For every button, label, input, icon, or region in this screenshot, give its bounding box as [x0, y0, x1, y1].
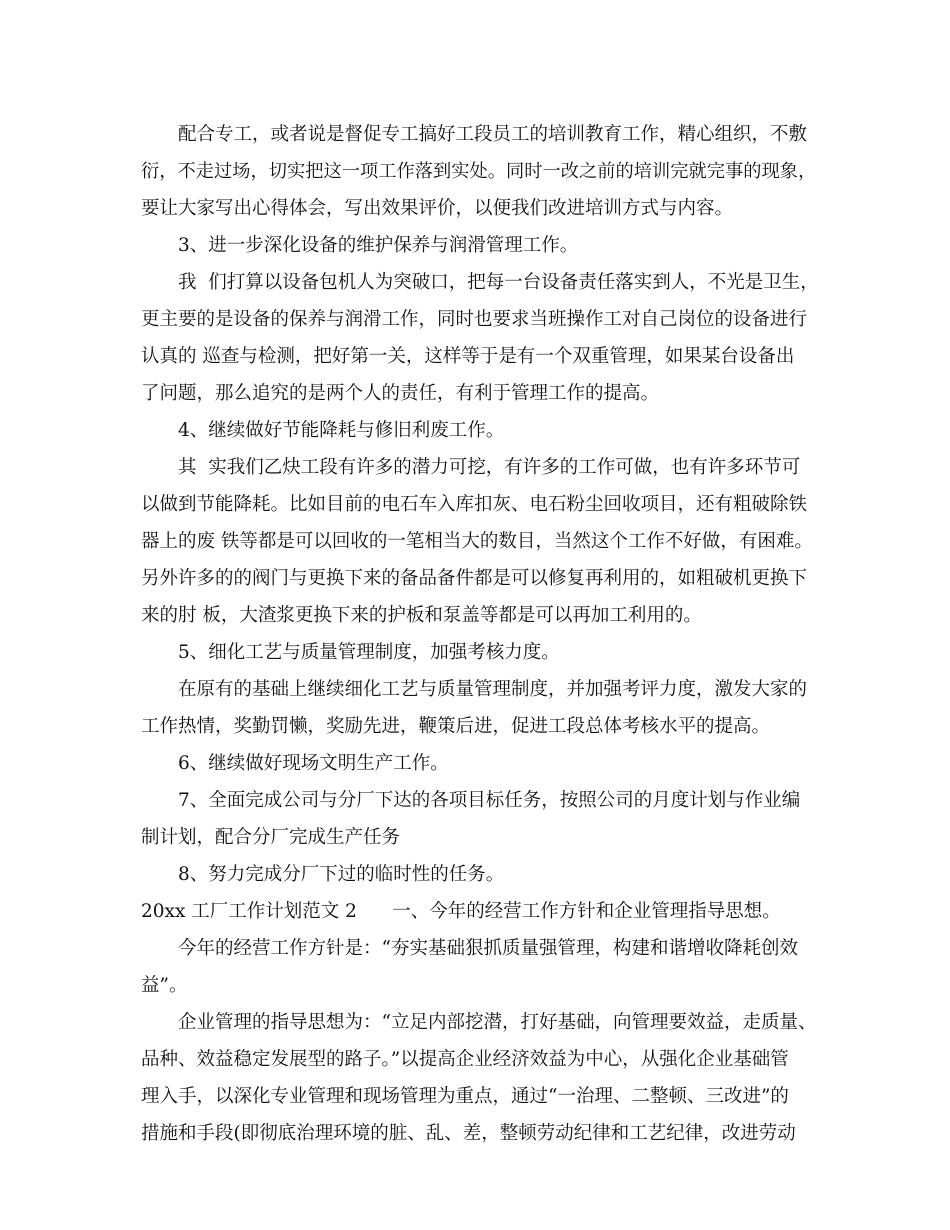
paragraph-line: 今年的经营工作方针是：“夯实基础狠抓质量强管理，构建和谐增收降耗创效 [178, 938, 798, 959]
paragraph-line: 要让大家写出心得体会，写出效果评价，以便我们改进培训方式与内容。 [141, 198, 734, 219]
paragraph-line: 更主要的是设备的保养与润滑工作，同时也要求当班操作工对自己岗位的设备进行 [141, 309, 808, 330]
paragraph-line: 我 们打算以设备包机人为突破口，把每一台设备责任落实到人，不光是卫生， [178, 272, 819, 293]
paragraph-line: 器上的废 铁等都是可以回收的一笔相当大的数目，当然这个工作不好做，有困难。 [141, 531, 813, 552]
paragraph-line: 理入手，以深化专业管理和现场管理为重点，通过“一治理、二整顿、三改进”的 [141, 1086, 789, 1107]
paragraph-line: 另外许多的的阀门与更换下来的备品备件都是可以修复再利用的，如粗破机更换下 [141, 568, 808, 589]
paragraph-line: 措施和手段(即彻底治理环境的脏、乱、差，整顿劳动纪律和工艺纪律，改进劳动 [141, 1123, 796, 1144]
paragraph-line: 工作热情，奖勤罚懒，奖励先进，鞭策后进，促进工段总体考核水平的提高。 [141, 716, 771, 737]
section-heading: 4、继续做好节能降耗与修旧利废工作。 [178, 420, 505, 441]
paragraph-line: 衍，不走过场，切实把这一项工作落到实处。同时一改之前的培训完就完事的现象， [141, 161, 817, 182]
paragraph-line: 其 实我们乙炔工段有许多的潜力可挖，有许多的工作可做，也有许多环节可 [178, 457, 801, 478]
paragraph-line: 品种、效益稳定发展型的路子。”以提高企业经济效益为中心，从强化企业基础管 [141, 1049, 789, 1070]
paragraph-line: 制计划，配合分厂完成生产任务 [141, 827, 401, 848]
document-subtitle: 20xx 工厂工作计划范文 2 一、今年的经营工作方针和企业管理指导思想。 [141, 901, 781, 922]
section-heading: 3、进一步深化设备的维护保养与润滑管理工作。 [178, 235, 579, 256]
paragraph-line: 企业管理的指导思想为：“立足内部挖潜，打好基础，向管理要效益，走质量、 [178, 1012, 817, 1033]
paragraph-line: 配合专工，或者说是督促专工搞好工段员工的培训教育工作，精心组织，不敷 [178, 124, 808, 145]
section-heading: 5、细化工艺与质量管理制度，加强考核力度。 [178, 642, 560, 663]
section-heading: 6、继续做好现场文明生产工作。 [178, 753, 449, 774]
section-heading: 7、全面完成公司与分厂下达的各项目标任务，按照公司的月度计划与作业编 [178, 790, 801, 811]
paragraph-line: 以做到节能降耗。比如目前的电石车入库扣灰、电石粉尘回收项目，还有粗破除铁 [141, 494, 808, 515]
paragraph-line: 了问题，那么追究的是两个人的责任，有利于管理工作的提高。 [141, 383, 660, 404]
paragraph-line: 来的肘 板，大渣浆更换下来的护板和泵盖等都是可以再加工利用的。 [141, 605, 702, 626]
section-heading: 8、努力完成分厂下过的临时性的任务。 [178, 864, 505, 885]
paragraph-line: 益”。 [141, 975, 188, 996]
paragraph-line: 在原有的基础上继续细化工艺与质量管理制度，并加强考评力度，激发大家的 [178, 679, 808, 700]
paragraph-line: 认真的 巡查与检测，把好第一关，这样等于是有一个双重管理，如果某台设备出 [141, 346, 795, 367]
